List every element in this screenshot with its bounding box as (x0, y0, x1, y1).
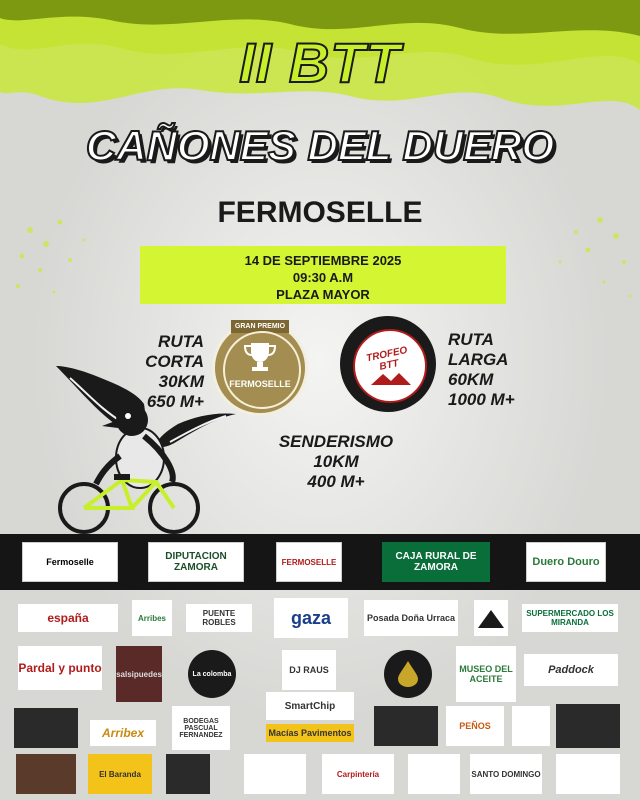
sponsor-label: La colomba (192, 670, 232, 678)
sponsor-logo (522, 604, 618, 632)
sponsor-label: SmartChip (284, 700, 336, 712)
sponsor-logo (322, 754, 394, 794)
sponsor-label: Arribes (137, 613, 166, 623)
sponsor-label: salsipuedes (116, 669, 162, 679)
sponsor-logo (166, 754, 210, 794)
route-long-distance: 60KM (448, 370, 494, 389)
sponsor-diputacion (148, 542, 244, 582)
trofeo-btt-badge (340, 316, 436, 412)
sponsor-label: Paddock (548, 664, 594, 676)
sponsor-caja-rural (382, 542, 490, 582)
sponsor-logo (446, 706, 504, 746)
sponsor-label: Pardal y punto (18, 661, 102, 675)
sponsor-logo (556, 754, 620, 794)
title-name: CAÑONES DEL DUERO (85, 122, 555, 169)
sponsor-label: Carpintería (336, 769, 380, 779)
route-short-elevation: 650 M+ (146, 392, 204, 411)
sponsor-logo (470, 754, 542, 794)
route-hiking-name: SENDERISMO (278, 432, 394, 451)
sponsor-label: Macías Pavimentos (268, 728, 352, 738)
sponsor-logo (456, 646, 516, 702)
sponsor-logo (364, 600, 458, 636)
mountain-icon (478, 608, 504, 628)
route-hiking-distance: 10KM (313, 452, 359, 471)
sponsor-logo (116, 646, 162, 702)
sponsor-label: PUENTE ROBLES (202, 609, 236, 627)
route-long-name: RUTA LARGA (448, 330, 509, 369)
event-time: 09:30 A.M (292, 270, 354, 285)
sponsor-label: Arribex (101, 726, 145, 740)
sponsor-logo (474, 600, 508, 636)
event-place: PLAZA MAYOR (276, 287, 370, 302)
route-long-elevation: 1000 M+ (448, 390, 515, 409)
sponsor-logo (14, 708, 78, 748)
sponsor-logo (266, 724, 354, 742)
sponsor-logo (16, 754, 76, 794)
trofeo-label: TROFEO BTT (365, 344, 409, 373)
sponsor-duero-douro (526, 542, 606, 582)
sponsor-ayuntamiento (22, 542, 118, 582)
sponsor-label: gaza (290, 607, 332, 628)
sponsor-logo (88, 754, 152, 794)
sponsor-logo (188, 650, 236, 698)
magpie-cyclist-illustration (36, 356, 256, 536)
sponsor-logo (244, 754, 306, 794)
sponsor-logo (374, 706, 438, 746)
sponsor-label: El Baranda (99, 769, 141, 779)
sponsor-label: MUSEO DEL ACEITE (459, 664, 513, 684)
sponsor-logo (408, 754, 460, 794)
sponsor-logo (266, 692, 354, 720)
sponsor-label: SUPERMERCADO LOS MIRANDA (526, 609, 614, 627)
route-short-distance: 30KM (158, 372, 204, 391)
sponsor-label: CAJA RURAL DE ZAMORA (395, 551, 477, 573)
gran-premio-label: GRAN PREMIO (231, 320, 289, 333)
event-info-box (140, 246, 506, 304)
sponsor-logo (132, 600, 172, 636)
sponsor-logo (18, 604, 118, 632)
gran-premio-name: FERMOSELLE (229, 379, 291, 389)
sponsor-label: Duero Douro (532, 556, 600, 568)
sponsor-logo (274, 598, 348, 638)
route-hiking-elevation: 400 M+ (307, 472, 365, 491)
sponsor-logo (18, 646, 102, 690)
sponsor-label: DIPUTACION ZAMORA (165, 551, 227, 573)
sponsor-label: Posada Doña Urraca (366, 613, 456, 623)
sponsor-label: FERMOSELLE (281, 557, 337, 567)
sponsor-label: Fermoselle (46, 557, 94, 567)
sponsor-logo (384, 650, 432, 698)
sponsor-logo (186, 604, 252, 632)
event-date: 14 DE SEPTIEMBRE 2025 (244, 253, 402, 268)
sponsor-label: BODEGAS PASCUAL FERNANDEZ (179, 717, 223, 739)
oil-drop-icon (398, 661, 418, 687)
mountain-icon (371, 371, 411, 385)
sponsor-logo (172, 706, 230, 750)
route-hiking (276, 432, 396, 492)
sponsor-logo (524, 654, 618, 686)
sponsor-logo (512, 706, 550, 746)
sponsor-fermoselle (276, 542, 342, 582)
sponsor-logo (556, 704, 620, 748)
title-edition: II BTT (239, 31, 401, 94)
route-short-name: RUTA CORTA (145, 332, 204, 371)
sponsor-logo (90, 720, 156, 746)
sponsor-logo (282, 650, 336, 690)
sponsor-label: SANTO DOMINGO (471, 769, 541, 779)
route-long (448, 330, 558, 410)
sponsor-label: PEÑOS (459, 721, 491, 731)
sponsor-label: españa (47, 611, 89, 625)
sponsor-label: DJ RAUS (289, 665, 329, 675)
location-title: FERMOSELLE (217, 196, 423, 229)
